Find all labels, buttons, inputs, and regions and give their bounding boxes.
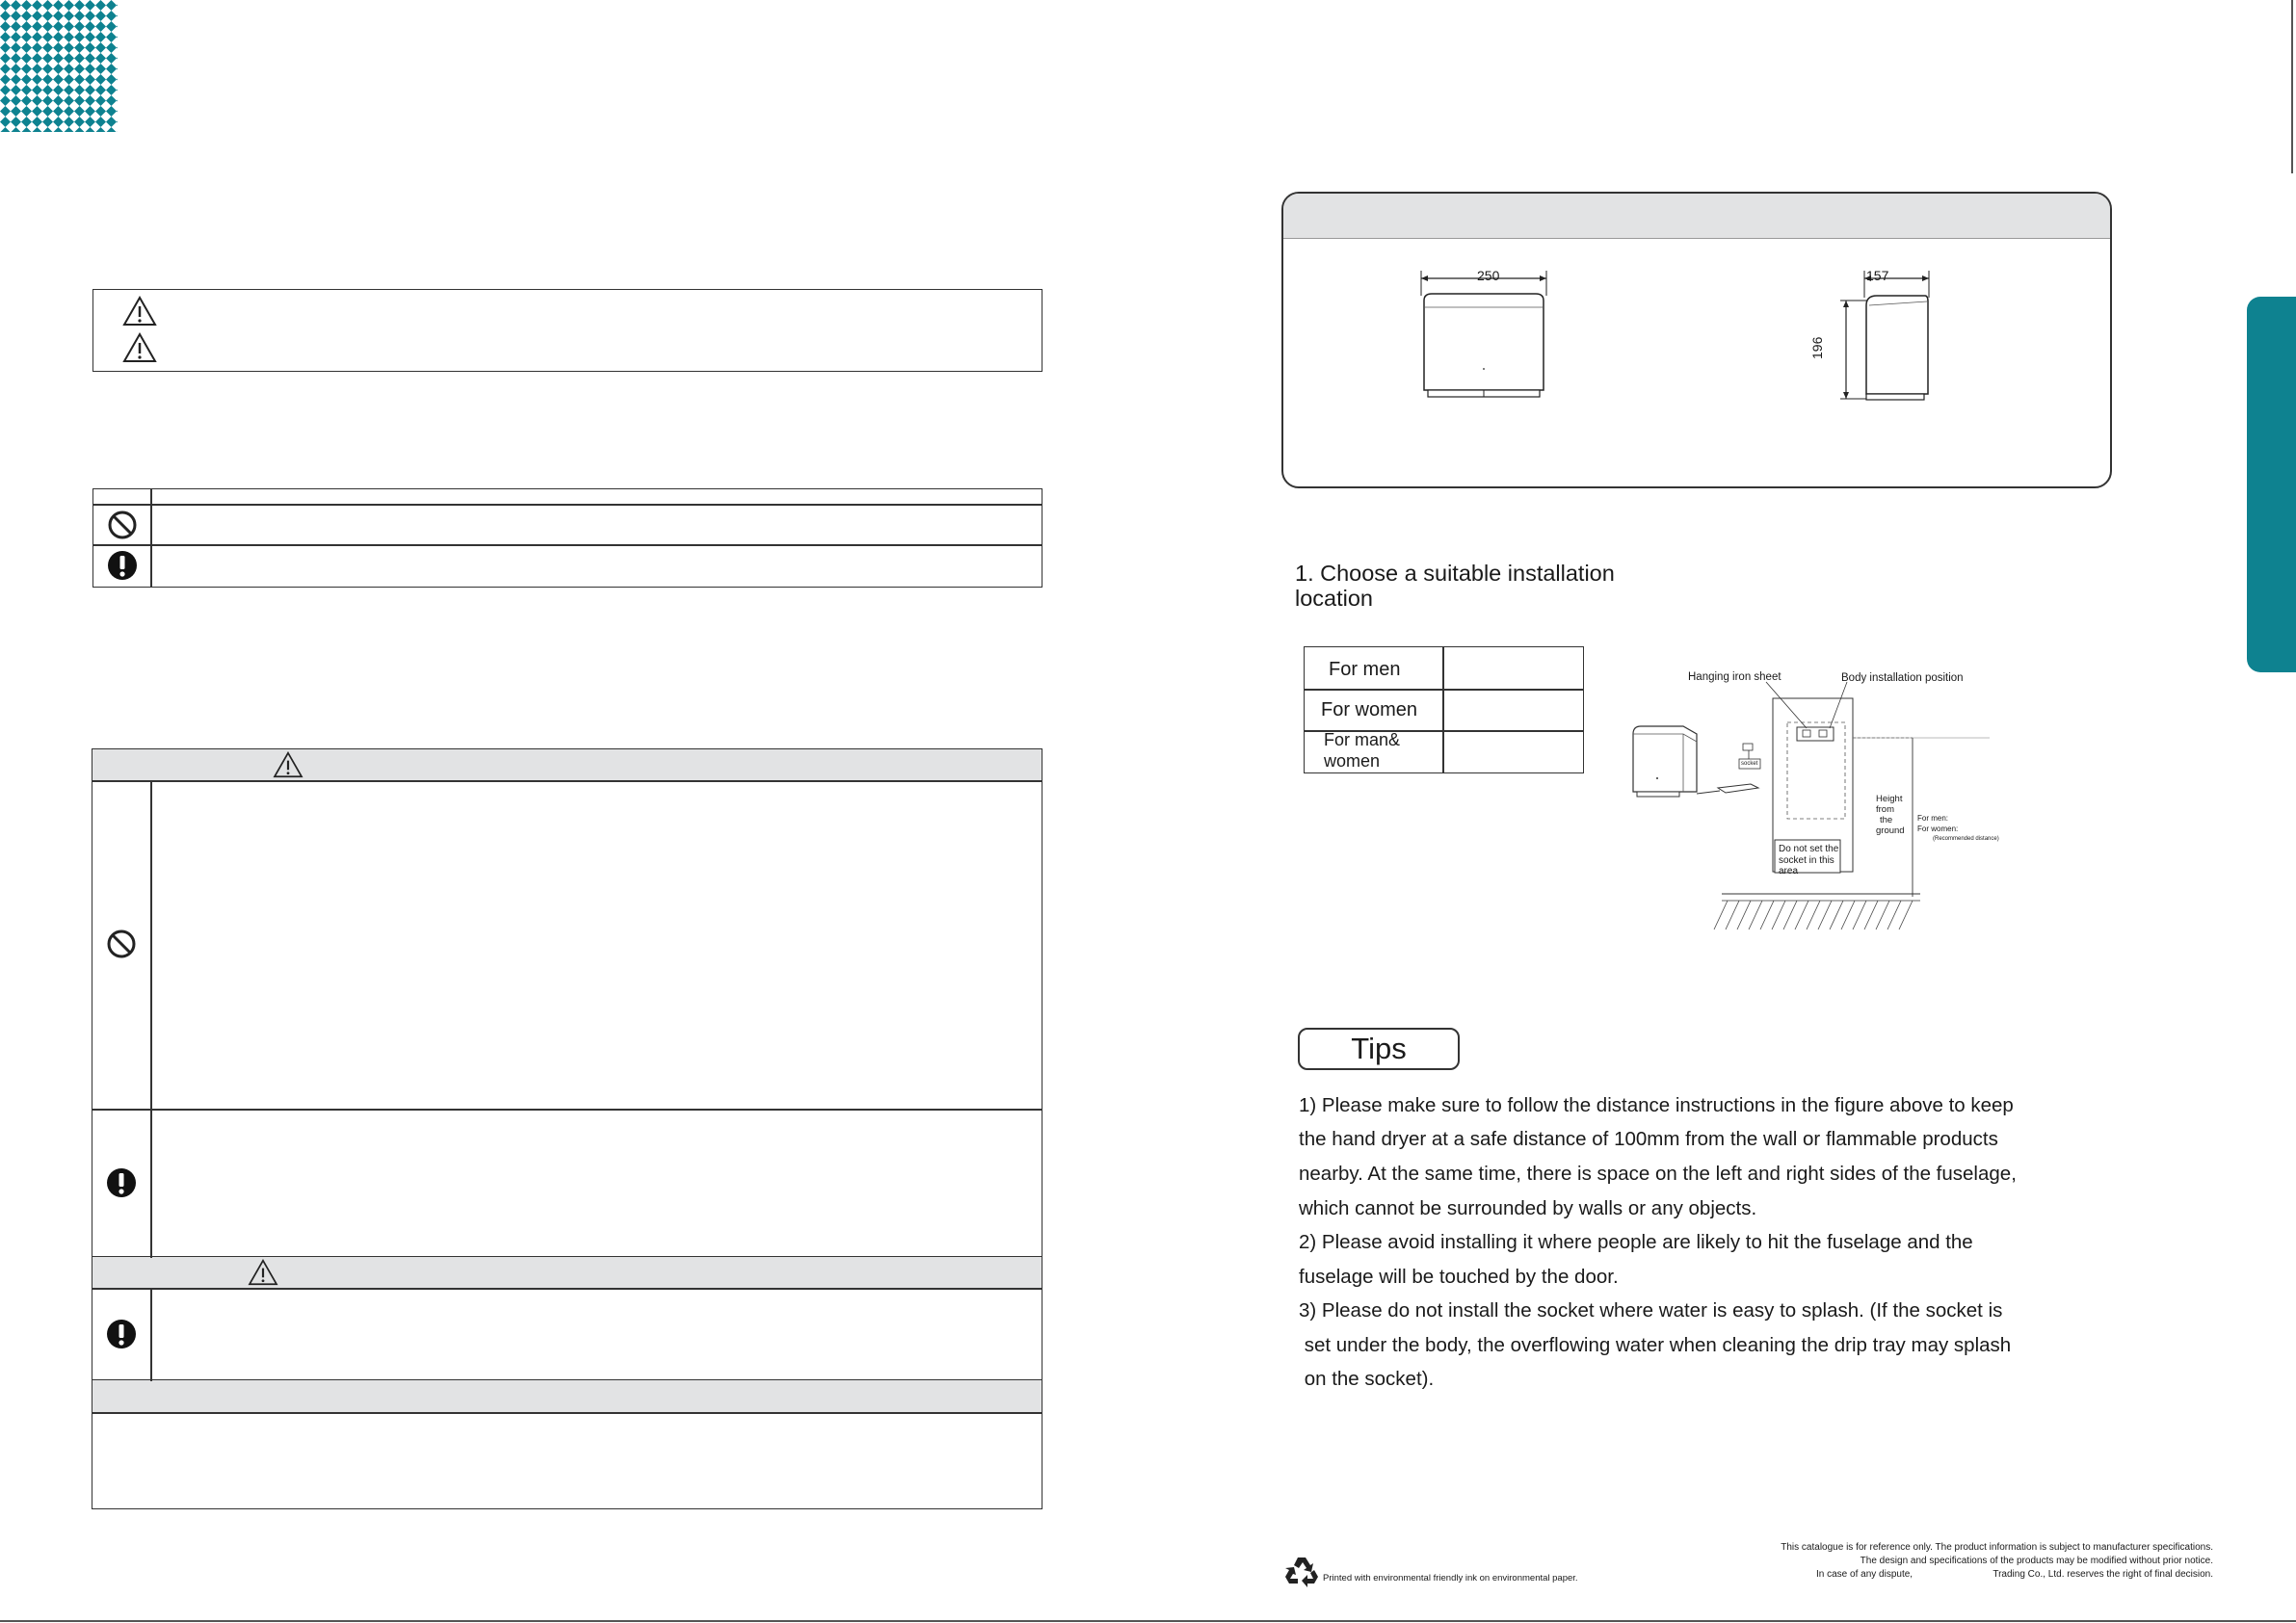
tips-line: 1) Please make sure to follow the distance instructions in the figure above to keep (1299, 1094, 2014, 1116)
table-label-both-line1: For man& (1324, 730, 1401, 749)
side-width-label: 157 (1866, 268, 1889, 283)
warning-triangle-icon (122, 332, 157, 363)
table-cell (1442, 689, 1584, 732)
warning-triangle-icon (122, 296, 157, 327)
legend-divider (150, 488, 152, 588)
disclaimer-line-part: Trading Co., Ltd. reserves the right of final decision. (1993, 1569, 2213, 1580)
table-label-men: For men (1329, 659, 1401, 680)
symbol-legend-table (92, 488, 1042, 588)
page-edge-line (2291, 0, 2293, 173)
table-label-women: For women (1321, 699, 1418, 720)
eco-note: Printed with environmental friendly ink on environmental paper. (1323, 1573, 1578, 1584)
tips-line: 2) Please avoid installing it where people are likely to hit the fuselage and the (1299, 1231, 1973, 1253)
table-cell (1442, 730, 1584, 773)
tips-line: on the socket). (1299, 1368, 1435, 1390)
dimension-panel-header (1283, 194, 2112, 239)
table-cell (1442, 646, 1584, 691)
prohibition-icon (107, 510, 138, 540)
legend-row-mandatory (92, 544, 1042, 588)
front-width-label: 250 (1477, 268, 1500, 283)
socket-label: socket (1741, 761, 1758, 767)
height-label-line: ground (1876, 825, 1905, 836)
installation-heading-line2: location (1295, 586, 1373, 611)
installation-drawing (1623, 665, 2028, 954)
body-installation-position-label: Body installation position (1841, 672, 1964, 684)
for-men-label: For men: (1917, 814, 1949, 823)
icon-column-divider (150, 780, 152, 1258)
disclaimer-line-part: In case of any dispute, (1816, 1569, 1913, 1580)
caution-section-header (92, 1256, 1042, 1290)
socket-warning-label (1779, 844, 1838, 877)
tips-line: which cannot be surrounded by walls or any objects. (1299, 1197, 1757, 1219)
hanging-iron-sheet-label: Hanging iron sheet (1688, 671, 1781, 683)
for-women-label: For women: (1917, 825, 1959, 833)
prohibition-section (92, 780, 1042, 1111)
section-tab (2247, 297, 2296, 672)
height-from-ground-label (1876, 794, 1905, 836)
table-label-both-line2: women (1324, 751, 1381, 771)
mandatory-section (92, 1109, 1042, 1258)
warning-section-header (92, 748, 1042, 782)
height-label-line: from (1876, 804, 1894, 815)
installation-heading (1295, 561, 1615, 611)
legend-row-prohibition (92, 504, 1042, 546)
installation-diagram (1623, 665, 2028, 954)
warning-triangle-icon (248, 1259, 278, 1286)
tips-line: 3) Please do not install the socket where water is easy to splash. (If the socket is (1299, 1299, 2003, 1322)
tips-line: the hand dryer at a safe distance of 100mm from the wall or flammable products (1299, 1128, 1998, 1150)
mandatory-icon (106, 1167, 137, 1198)
tips-line: set under the body, the overflowing water when cleaning the drip tray may splash (1299, 1334, 2012, 1356)
location-table (1304, 646, 1584, 773)
socket-warning-line: socket in this (1779, 854, 1834, 866)
recycle-icon (1284, 1555, 1319, 1587)
caution-box (92, 289, 1042, 372)
tips-title: Tips (1351, 1032, 1407, 1065)
height-label: 196 (1809, 336, 1825, 359)
socket-warning-line: area (1779, 866, 1799, 877)
mandatory-icon (106, 1319, 137, 1349)
front-view-drawing (1418, 267, 1553, 416)
disclaimer-line: This catalogue is for reference only. The product information is subject to manufacturer specifications. (1781, 1542, 2213, 1553)
warnings-table (92, 748, 1042, 1509)
recommended-distance-label: (Recommended distance) (1933, 836, 1999, 842)
tips-line: fuselage will be touched by the door. (1299, 1266, 1619, 1288)
height-label-line: the (1880, 815, 1893, 825)
page-bottom-line (0, 1620, 2296, 1622)
installation-heading-line1: 1. Choose a suitable installation (1295, 561, 1615, 586)
mandatory-icon (107, 550, 138, 581)
tips-line: nearby. At the same time, there is space on the left and right sides of the fuselage, (1299, 1163, 2017, 1185)
disclaimer-line: The design and specifications of the products may be modified without prior notice. (1860, 1556, 2213, 1566)
prohibition-icon (106, 929, 137, 959)
icon-column-divider (150, 1288, 152, 1381)
side-view-drawing (1811, 267, 1946, 421)
socket-warning-line: Do not set the (1779, 844, 1839, 854)
warning-triangle-icon (273, 751, 303, 778)
dimension-panel (1281, 192, 2112, 488)
note-section-header (92, 1379, 1042, 1414)
caution-mandatory-section (92, 1288, 1042, 1381)
height-label-line: Height (1876, 794, 1903, 804)
note-section-body (92, 1412, 1042, 1509)
tips-badge (1298, 1028, 1460, 1070)
diamond-pattern-decoration (0, 0, 120, 135)
